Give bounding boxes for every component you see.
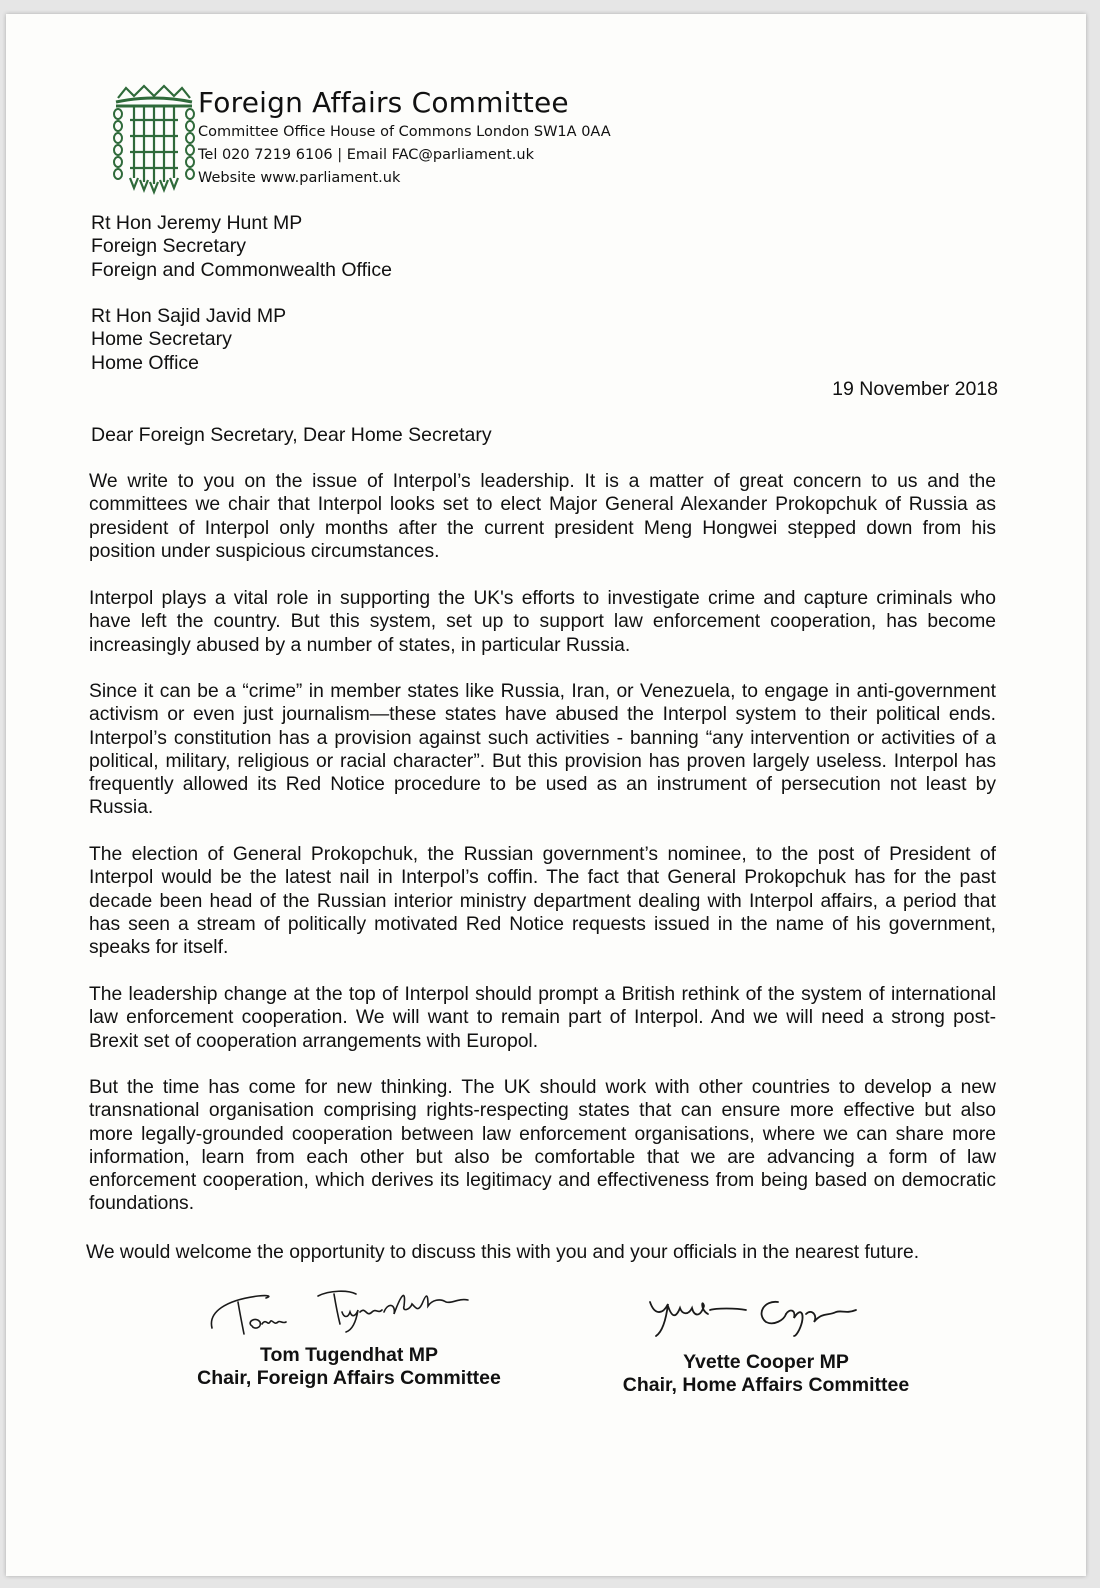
recipient-office: Home Office	[91, 351, 200, 374]
salutation: Dear Foreign Secretary, Dear Home Secretary	[91, 424, 492, 446]
letter-page	[6, 14, 1086, 1576]
signatory-role-1: Chair, Foreign Affairs Committee	[197, 1367, 501, 1389]
body-paragraph-4: The election of General Prokopchuk, the Russian government’s nominee, to the post of President of Interpol would be the latest nail in Interpol’s coffin. The fact that General Prokopchuk has for the past decade been head of the Russian interior ministry department dealing with Interpol affairs, a period that has seen a stream of politically motivated Red Notice requests issued in the name of his government, speaks for itself.	[89, 844, 996, 959]
body-paragraph-3: Since it can be a “crime” in member states like Russia, Iran, or Venezuela, to engage in anti-government activism or even just journalism—these states have abused the Interpol system to their political ends. Interpol’s constitution has a provision against such activities - banning “any intervention or activities of a political, military, religious or racial character”. But this provision has proven largely useless. Interpol has frequently allowed its Red Notice procedure to be used as an instrument of persecution not least by Russia.	[89, 681, 996, 819]
portcullis-icon	[110, 84, 198, 196]
signatory-role-2: Chair, Home Affairs Committee	[622, 1374, 910, 1396]
body-paragraph-1: We write to you on the issue of Interpol’s leadership. It is a matter of great concern to us and the committees we chair that Interpol looks set to elect Major General Alexander Prokopchuk of Russia as president of Interpol only months after the current president Meng Hongwei stepped down from his position under suspicious circumstances.	[89, 471, 996, 562]
recipient-role: Home Secretary	[91, 328, 232, 351]
recipient-office: Foreign and Commonwealth Office	[91, 258, 392, 281]
signatory-name-2: Yvette Cooper MP	[683, 1351, 849, 1373]
committee-address: Committee Office House of Commons London SW1A 0AA	[198, 124, 611, 140]
letter-date: 19 November 2018	[832, 378, 998, 400]
committee-title: Foreign Affairs Committee	[198, 86, 569, 119]
recipient-block-2	[91, 305, 286, 375]
recipient-role: Foreign Secretary	[91, 235, 246, 258]
recipient-block-1	[91, 212, 392, 282]
recipient-name: Rt Hon Jeremy Hunt MP	[91, 212, 303, 234]
signatory-name-1: Tom Tugendhat MP	[259, 1344, 438, 1366]
body-paragraph-6: But the time has come for new thinking. The UK should work with other countries to develop a new transnational organisation comprising rights-respecting states that can ensure more effective but also more legally-grounded cooperation between law enforcement organisations, where we can share more information, learn from each other but also be comfortable that we are advancing a form of law enforcement cooperation, which derives its legitimacy and effectiveness from being based on democratic foundations.	[89, 1077, 996, 1215]
body-paragraph-2: Interpol plays a vital role in supporting the UK's efforts to investigate crime and capture criminals who have left the country. But this system, set up to support law enforcement cooperation, has become increasingly abused by a number of states, in particular Russia.	[89, 588, 996, 656]
committee-contact: Tel 020 7219 6106 | Email FAC@parliament.uk	[198, 147, 534, 163]
closing-line: We would welcome the opportunity to discuss this with you and your officials in the nearest future.	[86, 1242, 920, 1263]
signature-tom-tugendhat	[206, 1282, 496, 1342]
body-paragraph-5: The leadership change at the top of Interpol should prompt a British rethink of the system of international law enforcement cooperation. We will want to remain part of Interpol. And we will need a strong post- Brexit set of cooperation arrangements with Europol.	[89, 984, 996, 1052]
signature-yvette-cooper	[646, 1292, 886, 1342]
committee-website: Website www.parliament.uk	[198, 170, 401, 186]
recipient-name: Rt Hon Sajid Javid MP	[91, 305, 287, 327]
